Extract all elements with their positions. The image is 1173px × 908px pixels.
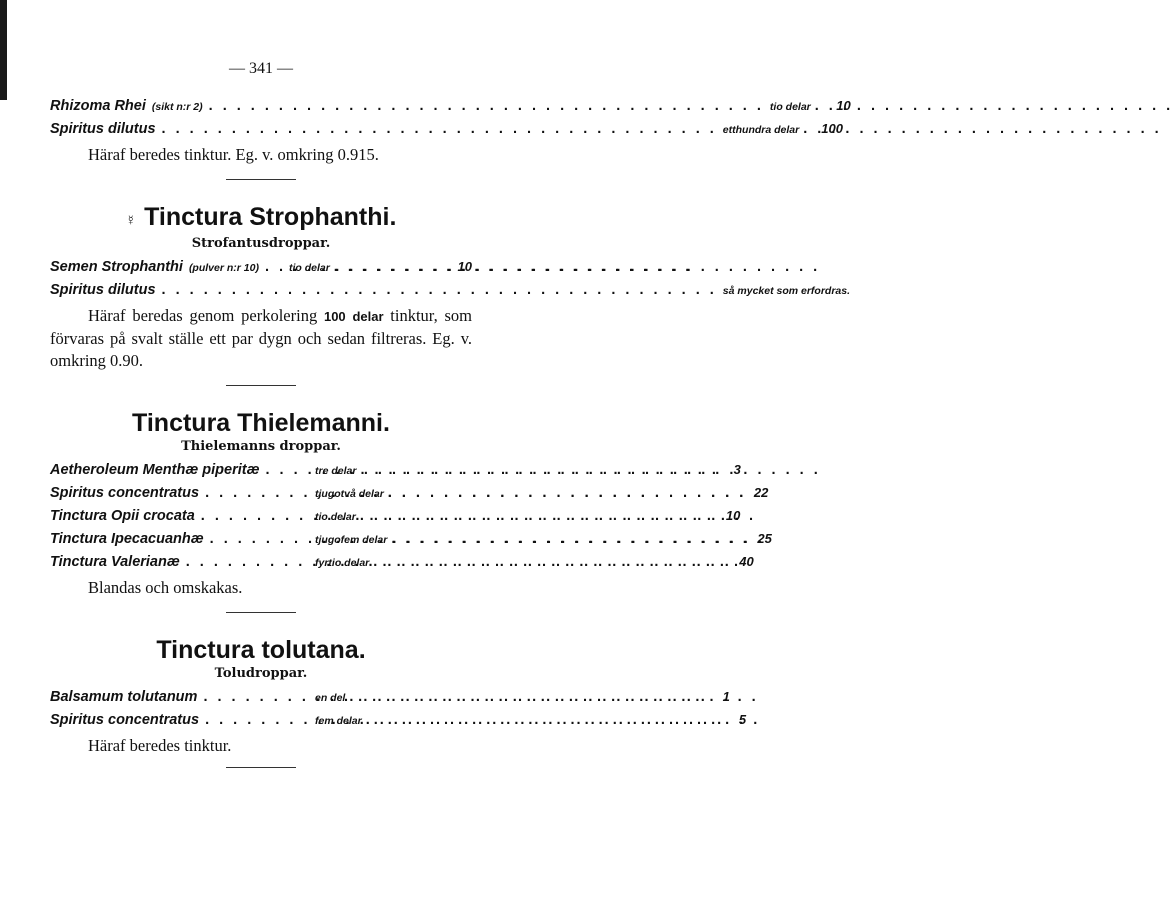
ingredient-amount: tio delar bbox=[315, 511, 356, 523]
ingredient-row bbox=[50, 462, 741, 485]
ingredient-row bbox=[50, 508, 741, 531]
section-divider bbox=[226, 767, 296, 768]
ingredient-row bbox=[50, 554, 754, 577]
ingredient-qty: 100 bbox=[821, 121, 843, 136]
ingredient-qty: 10 bbox=[725, 508, 741, 523]
leader-dots bbox=[387, 531, 753, 547]
ingredient-qty: 25 bbox=[757, 531, 772, 546]
ingredient-row bbox=[50, 689, 730, 712]
leader-dots bbox=[356, 462, 722, 478]
ingredient-qty: 1 bbox=[722, 689, 730, 704]
instruction-text: Häraf beredes tinktur. Eg. v. omkring 0.915. bbox=[88, 145, 379, 164]
ingredient-row bbox=[50, 98, 851, 121]
ingredient-qty: 3 bbox=[733, 462, 741, 477]
ingredient-name: Spiritus concentratus bbox=[50, 712, 200, 728]
ingredient-amount: en del bbox=[315, 692, 346, 704]
leader-dots bbox=[330, 259, 454, 275]
ingredient-qty: 10 bbox=[457, 259, 472, 274]
ingredient-amount: fyrtio delar bbox=[315, 557, 370, 569]
ingredient-note: (pulver n:r 10) bbox=[188, 262, 259, 274]
ingredient-name: Rhizoma Rhei bbox=[50, 98, 146, 114]
instruction-text: Blandas och omskakas. bbox=[88, 578, 243, 597]
recipe-title bbox=[50, 202, 472, 235]
leader-dots bbox=[356, 508, 722, 524]
ingredient-row bbox=[50, 485, 769, 508]
ingredient-note: (sikt n:r 2) bbox=[151, 101, 203, 113]
recipe-rhei bbox=[50, 98, 851, 166]
recipe-strophanthi bbox=[50, 202, 851, 372]
ingredient-qty: 5 bbox=[738, 712, 747, 727]
leader-dots bbox=[369, 554, 735, 570]
instruction-unit: delar bbox=[352, 309, 384, 324]
ingredient-amount: tio delar bbox=[288, 262, 330, 274]
ingredient-amount: tio delar bbox=[769, 101, 811, 113]
ingredient-name: Spiritus dilutus bbox=[50, 121, 156, 137]
recipe-title: Tinctura tolutana. bbox=[156, 636, 366, 664]
ingredient-name: Balsamum tolutanum bbox=[50, 689, 198, 705]
ingredient-row bbox=[50, 121, 843, 144]
instruction-quantity: 100 bbox=[323, 309, 346, 324]
recipe-thielemanni bbox=[50, 408, 772, 599]
ingredient-qty: 22 bbox=[753, 485, 769, 500]
recipe-subtitle: Strofantusdroppar. bbox=[191, 236, 331, 251]
ingredient-name: Tinctura Ipecacuanhæ bbox=[50, 531, 204, 547]
recipe-tolutana bbox=[50, 635, 747, 757]
leader-dots bbox=[811, 98, 833, 114]
recipe-subtitle: Thielemanns droppar. bbox=[181, 439, 341, 454]
leader-dots bbox=[203, 98, 770, 114]
poison-symbol-icon: ☿ bbox=[125, 212, 137, 228]
ingredient-name: Tinctura Opii crocata bbox=[50, 508, 195, 524]
ingredient-amount: så mycket som erfordras. bbox=[722, 285, 851, 297]
leader-dots bbox=[156, 121, 723, 137]
ingredient-amount: tjugotvå delar bbox=[315, 488, 384, 500]
recipe-title-text: Tinctura Strophanthi. bbox=[144, 203, 397, 231]
leader-dots bbox=[259, 259, 289, 275]
leader-dots bbox=[362, 712, 728, 728]
ingredient-row bbox=[50, 282, 851, 305]
ingredient-qty: 10 bbox=[836, 98, 851, 113]
section-divider bbox=[226, 179, 296, 180]
recipe-subtitle: Toludroppar. bbox=[214, 666, 308, 681]
recipe-title: Tinctura Thielemanni. bbox=[132, 409, 390, 437]
ingredient-amount: tre delar bbox=[315, 465, 357, 477]
leader-dots bbox=[345, 689, 711, 705]
ingredient-qty: 40 bbox=[739, 554, 754, 569]
section-divider bbox=[226, 612, 296, 613]
ingredient-amount: etthundra delar bbox=[722, 124, 800, 136]
instruction-part: tinktur, som förvaras på svalt ställe ett par dygn och sedan filtreras. Eg. v. omkring 0.90. bbox=[50, 306, 473, 370]
instruction-part: Häraf beredas genom perkolering bbox=[88, 306, 318, 325]
instruction-text bbox=[50, 305, 472, 372]
ingredient-name: Semen Strophanthi bbox=[50, 259, 183, 275]
page-number: — 341 — bbox=[229, 60, 293, 77]
ingredient-amount: tjugofem delar bbox=[315, 534, 388, 546]
ingredient-row bbox=[50, 531, 772, 554]
ingredient-name: Aetheroleum Menthæ piperitæ bbox=[50, 462, 260, 478]
ingredient-name: Spiritus dilutus bbox=[50, 282, 156, 298]
book-page bbox=[50, 60, 851, 790]
leader-dots bbox=[156, 282, 723, 298]
ingredient-amount: fem delar bbox=[315, 715, 362, 727]
page-edge-shadow bbox=[0, 0, 7, 100]
ingredient-name: Spiritus concentratus bbox=[50, 485, 200, 501]
leader-dots bbox=[384, 485, 750, 501]
ingredient-row bbox=[50, 712, 747, 735]
ingredient-row bbox=[50, 259, 472, 282]
section-divider bbox=[226, 385, 296, 386]
instruction-text: Häraf beredes tinktur. bbox=[88, 736, 232, 755]
ingredient-name: Tinctura Valerianæ bbox=[50, 554, 180, 570]
leader-dots bbox=[799, 121, 821, 137]
